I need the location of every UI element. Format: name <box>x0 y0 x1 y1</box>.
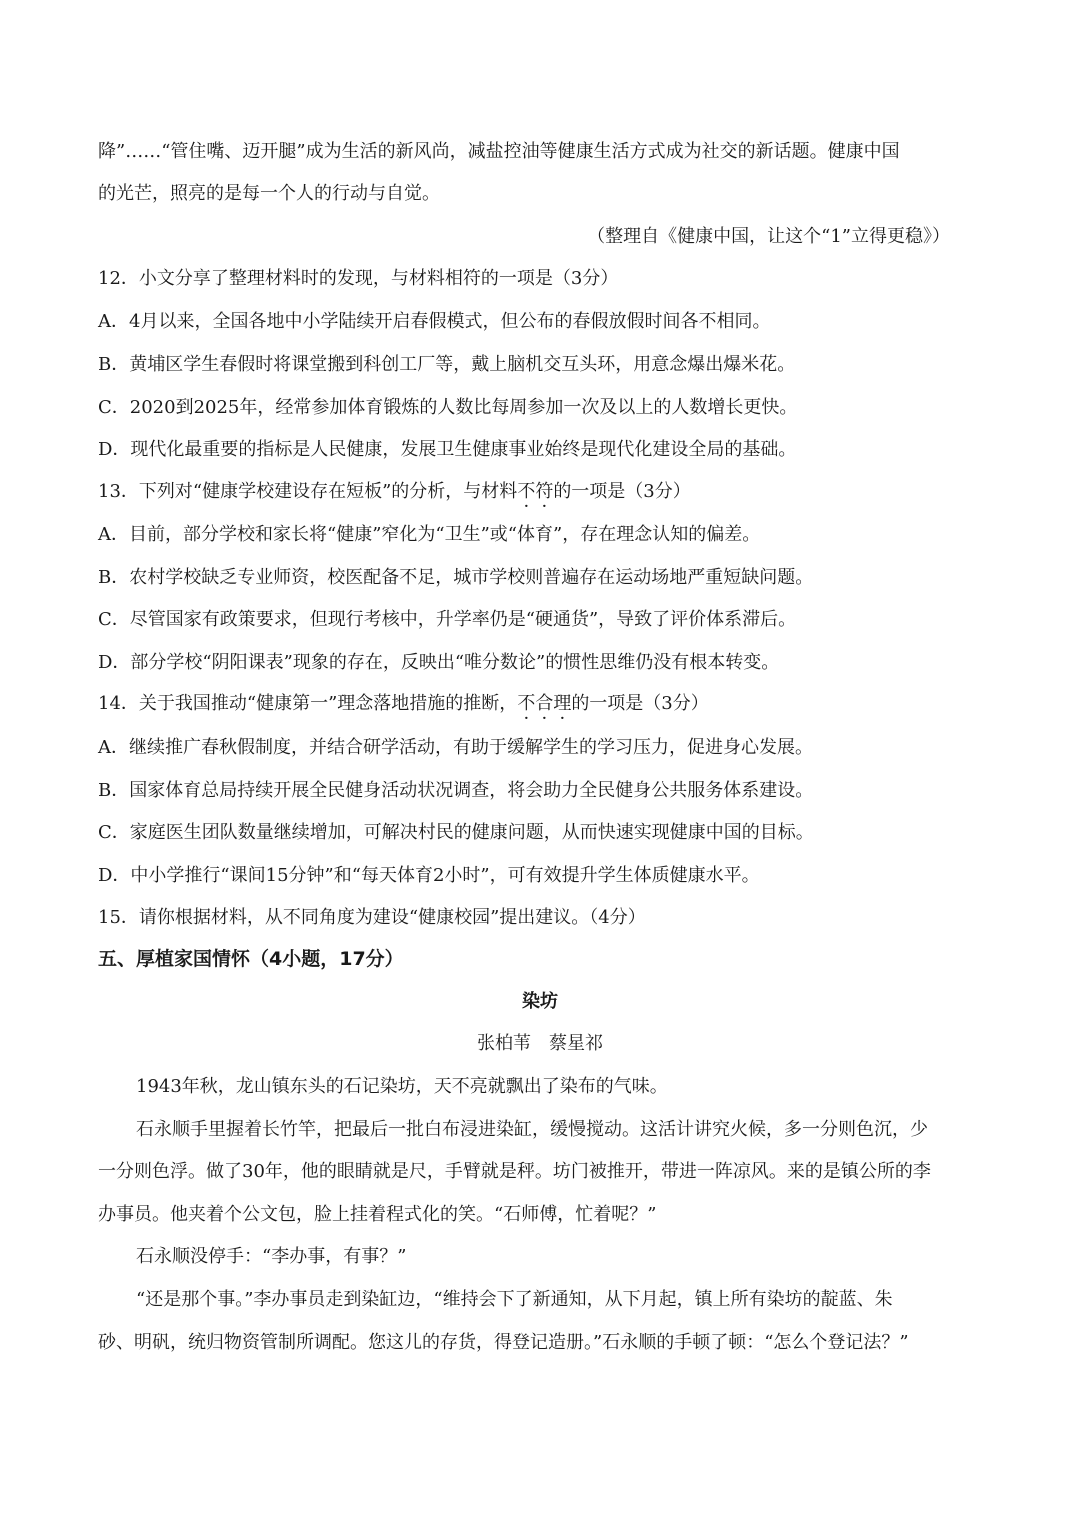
story-paragraph: 石永顺没停手：“李办事，有事？” <box>136 1246 407 1267</box>
q13-stem-post: 的一项是（3分） <box>553 481 691 502</box>
story-paragraph: “还是那个事。”李办事员走到染缸边，“维持会下了新通知，从下月起，镇上所有染坊的靛蓝、朱 <box>136 1289 893 1310</box>
q12-option-d: D．现代化最重要的指标是人民健康，发展卫生健康事业始终是现代化建设全局的基础。 <box>98 439 797 460</box>
q14-stem-post: 的一项是（3分） <box>571 693 709 714</box>
q14-emphasis-char: 理 <box>553 693 572 714</box>
section-heading: 五、厚植家国情怀（4小题，17分） <box>98 948 404 970</box>
q14-option-a: A．继续推广春秋假制度，并结合研学活动，有助于缓解学生的学习压力，促进身心发展。 <box>98 737 813 758</box>
story-paragraph: 办事员。他夹着个公文包，脸上挂着程式化的笑。“石师傅，忙着呢？” <box>98 1204 657 1225</box>
q14-option-d: D．中小学推行“课间15分钟”和“每天体育2小时”，可有效提升学生体质健康水平。 <box>98 865 760 886</box>
text-line: 的光芒，照亮的是每一个人的行动与自觉。 <box>98 183 440 204</box>
text-line: 降”……“管住嘴、迈开腿”成为生活的新风尚，减盐控油等健康生活方式成为社交的新话题。健康中国 <box>98 141 900 162</box>
q13-emphasis-char: 不 <box>517 481 536 502</box>
q13-option-d: D．部分学校“阴阳课表”现象的存在，反映出“唯分数论”的惯性思维仍没有根本转变。 <box>98 652 780 673</box>
q13-option-a: A．目前，部分学校和家长将“健康”窄化为“卫生”或“体育”，存在理念认知的偏差。 <box>98 524 761 545</box>
story-paragraph: 一分则色浮。做了30年，他的眼睛就是尺，手臂就是秤。坊门被推开，带进一阵凉风。来的是镇公所的李 <box>98 1161 931 1182</box>
question-13-stem <box>98 480 691 504</box>
q14-option-c: C．家庭医生团队数量继续增加，可解决村民的健康问题，从而快速实现健康中国的目标。 <box>98 822 814 843</box>
q14-emphasis-char: 不 <box>517 693 536 714</box>
q14-option-b: B．国家体育总局持续开展全民健身活动状况调查，将会助力全民健身公共服务体系建设。 <box>98 780 814 801</box>
story-title: 染坊 <box>522 991 558 1012</box>
q12-option-a: A．4月以来，全国各地中小学陆续开启春假模式，但公布的春假放假时间各不相同。 <box>98 311 771 332</box>
q12-option-b: B．黄埔区学生春假时将课堂搬到科创工厂等，戴上脑机交互头环，用意念爆出爆米花。 <box>98 354 796 375</box>
q12-option-c: C．2020到2025年，经常参加体育锻炼的人数比每周参加一次及以上的人数增长更快。 <box>98 397 798 418</box>
source-citation: （整理自《健康中国，让这个“1”立得更稳》） <box>587 226 950 247</box>
story-paragraph: 石永顺手里握着长竹竿，把最后一批白布浸进染缸，缓慢搅动。这活计讲究火候，多一分则色沉，少 <box>136 1119 928 1140</box>
q14-stem-pre: 14．关于我国推动“健康第一”理念落地措施的推断， <box>98 693 518 714</box>
story-authors: 张柏苇 蔡星祁 <box>477 1033 603 1054</box>
question-15-stem: 15．请你根据材料，从不同角度为建设“健康校园”提出建议。（4分） <box>98 907 646 928</box>
q13-option-c: C．尽管国家有政策要求，但现行考核中，升学率仍是“硬通货”，导致了评价体系滞后。 <box>98 609 797 630</box>
q13-stem-pre: 13．下列对“健康学校建设存在短板”的分析，与材料 <box>98 481 518 502</box>
q14-emphasis-char: 合 <box>535 693 554 714</box>
q13-emphasis-char: 符 <box>535 481 554 502</box>
q13-option-b: B．农村学校缺乏专业师资，校医配备不足，城市学校则普遍存在运动场地严重短缺问题。 <box>98 567 814 588</box>
story-paragraph: 砂、明矾，统归物资管制所调配。您这儿的存货，得登记造册。”石永顺的手顿了顿：“怎么个登记法？” <box>98 1332 909 1353</box>
question-14-stem <box>98 692 709 716</box>
story-paragraph: 1943年秋，龙山镇东头的石记染坊，天不亮就飘出了染布的气味。 <box>136 1076 668 1097</box>
question-12-stem: 12．小文分享了整理材料时的发现，与材料相符的一项是（3分） <box>98 268 619 289</box>
